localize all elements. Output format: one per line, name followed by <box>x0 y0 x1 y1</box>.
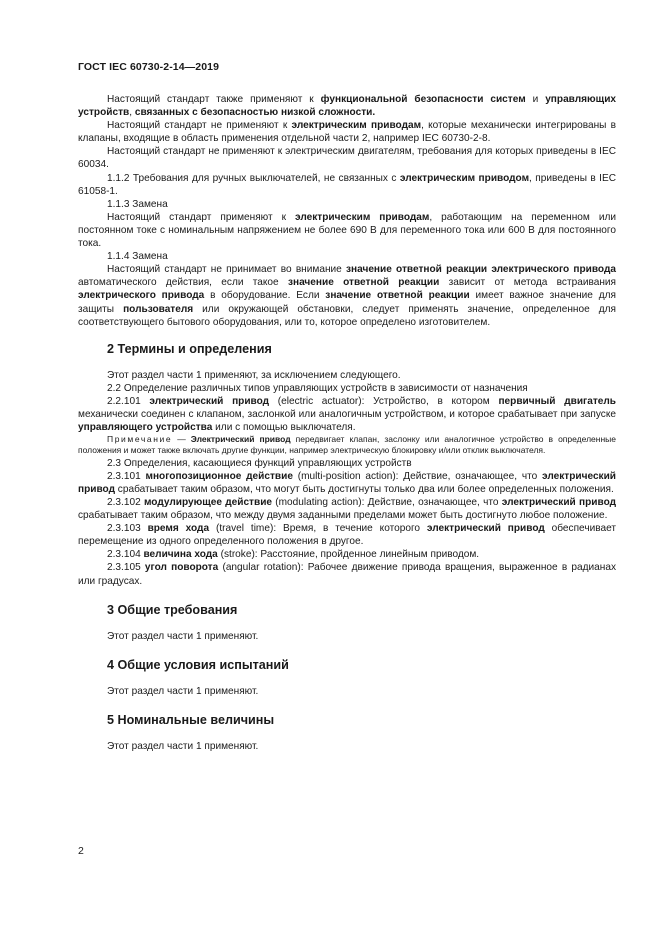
section-heading-2: 2 Термины и определения <box>107 341 272 356</box>
term: значение ответной реакции <box>325 290 470 302</box>
text-run: 2.3.102 <box>107 496 144 508</box>
text-run: зависит от метода встраивания <box>439 277 616 289</box>
clause-1-1-3 <box>78 198 616 211</box>
text-run: срабатывает таким образом, что между двумя заданными пределами может быть достигнуто любое положение. <box>78 510 608 522</box>
text-run: Этот раздел части 1 применяют. <box>107 630 259 642</box>
text-run: Этот раздел части 1 применяют, за исключением следующего. <box>107 369 401 381</box>
text-run: (modulating action): Действие, означающее, что <box>272 496 502 508</box>
paragraph <box>78 145 616 171</box>
text-run: 2.3.101 <box>107 470 146 482</box>
section-heading-5: 5 Номинальные величины <box>107 712 275 727</box>
clause-2-3 <box>78 457 616 470</box>
text-run: , которые механически интегрированы в клапаны, входящие в область применения отдельной части 2, например IEC 60730-2-8. <box>78 120 617 145</box>
text-run: , работающим на переменном или постоянном токе с номинальным напряжением не более 690 В для переменного тока или 600 В для постоянного тока. <box>78 211 616 250</box>
text-run: Настоящий стандарт не применяют к электрическим двигателям, требования для которых приведены в IEC 60034. <box>78 146 616 171</box>
text-run: Примечание <box>107 434 173 445</box>
text-run: 2.3.105 <box>107 562 145 574</box>
definition-2-2-101 <box>78 395 616 434</box>
term: многопозиционное действие <box>145 470 293 482</box>
text-run: Настоящий стандарт не принимает во внимание <box>107 264 346 276</box>
text-run: обеспечивает перемещение из одного определенного положения в другое. <box>78 523 616 548</box>
text-run: в оборудование. Если <box>204 290 326 302</box>
text-run: 2.3.103 <box>107 523 148 535</box>
document-header: ГОСТ IEC 60730-2-14—2019 <box>78 61 220 73</box>
term: электрический привод <box>501 496 617 508</box>
text-run: Настоящий стандарт также применяют к <box>107 94 321 105</box>
term: пользователя <box>123 303 194 315</box>
paragraph <box>78 740 616 753</box>
term: значение ответной реакции <box>287 277 440 289</box>
definition-2-3-103 <box>78 522 616 548</box>
term: связанных с безопасностью низкой сложности. <box>134 107 376 119</box>
term: электрического привода <box>78 290 205 302</box>
text-run: (multi-position action): Действие, означающее, что <box>292 470 543 482</box>
definition-2-3-101 <box>78 470 616 496</box>
term: электрическим приводам <box>291 120 422 132</box>
paragraph <box>78 685 616 698</box>
note <box>78 434 616 456</box>
text-run: (electric actuator): Устройство, в котором <box>269 395 499 407</box>
clause-1-1-4 <box>78 250 616 263</box>
term: электрический привод <box>78 470 617 495</box>
text-run: автоматического действия, если такое <box>78 277 288 289</box>
term: управляющих устройств <box>78 94 617 119</box>
text-run: Настоящий стандарт применяют к <box>107 211 296 223</box>
document-body <box>78 93 616 753</box>
text-run: 2.2 Определение различных типов управляющих устройств в зависимости от назначения <box>107 382 528 394</box>
text-run: Настоящий стандарт не применяют к <box>107 120 292 132</box>
term: модулирующее действие <box>143 496 273 508</box>
definition-2-3-104 <box>78 548 616 561</box>
text-run: — <box>172 434 191 445</box>
text-run: 1.1.4 Замена <box>107 251 168 263</box>
paragraph <box>78 369 616 382</box>
text-run: срабатывает таким образом, что могут быть достигнуты только два или более определенных положения. <box>114 483 614 495</box>
text-run: имеет важное значение для защиты <box>78 290 616 315</box>
term: электрическим приводом <box>399 172 530 184</box>
term: значение ответной реакции электрического привода <box>345 264 616 276</box>
text-run: механически соединен с клапаном, заслонкой или аналогичным устройством, и которое срабатывает при запуске <box>78 409 616 421</box>
text-run: 1.1.3 Замена <box>107 198 168 210</box>
term: электрический привод <box>149 395 270 407</box>
text-run: (stroke): Расстояние, пройденное линейным приводом. <box>217 549 480 561</box>
text-run: 2.2.101 <box>107 395 150 407</box>
term: управляющего устройства <box>78 422 213 434</box>
paragraph <box>78 93 616 119</box>
section-heading-3: 3 Общие требования <box>107 602 238 617</box>
term: электрический привод <box>426 523 545 535</box>
term: электрическим приводам <box>295 211 430 223</box>
clause-1-1-2 <box>78 172 616 198</box>
clause-2-2 <box>78 382 616 395</box>
text-run: , <box>129 107 135 119</box>
text-run: , приведены в IEC 61058-1. <box>78 172 616 197</box>
paragraph <box>78 263 616 328</box>
text-run: (travel time): Время, в течение которого <box>209 523 427 535</box>
term: угол поворота <box>144 562 219 574</box>
text-run: 2.3 Определения, касающиеся функций управляющих устройств <box>107 457 412 469</box>
text-run: передвигает клапан, заслонку или аналогичное устройство в определенные положения и может также включать другие функции, например электрическую блокировку и/или отклик выключателя. <box>78 434 616 456</box>
text-run: (angular rotation): Рабочее движение привода вращения, выраженное в радианах или градусах. <box>78 562 617 587</box>
text-run: и <box>525 94 546 105</box>
term: Электрический привод <box>190 434 291 445</box>
paragraph <box>78 119 616 145</box>
text-run: Этот раздел части 1 применяют. <box>107 685 259 697</box>
text-run: или окружающей обстановки, следует применять значение, определенное для соответствующего бытового оборудования, или то, которое определено изготовителем. <box>78 303 616 328</box>
page-number: 2 <box>78 845 84 857</box>
term: время хода <box>147 523 210 535</box>
definition-2-3-105 <box>78 561 616 587</box>
text-run: или с помощью выключателя. <box>212 422 356 434</box>
paragraph <box>78 211 616 250</box>
paragraph <box>78 630 616 643</box>
term: величина хода <box>143 549 218 561</box>
term: функциональной безопасности систем <box>320 94 526 105</box>
text-run: 1.1.2 Требования для ручных выключателей, не связанных с <box>107 172 400 184</box>
text-run: Этот раздел части 1 применяют. <box>107 741 259 753</box>
section-heading-4: 4 Общие условия испытаний <box>107 657 289 672</box>
term: первичный двигатель <box>498 395 617 407</box>
text-run: 2.3.104 <box>107 549 144 561</box>
definition-2-3-102 <box>78 496 616 522</box>
